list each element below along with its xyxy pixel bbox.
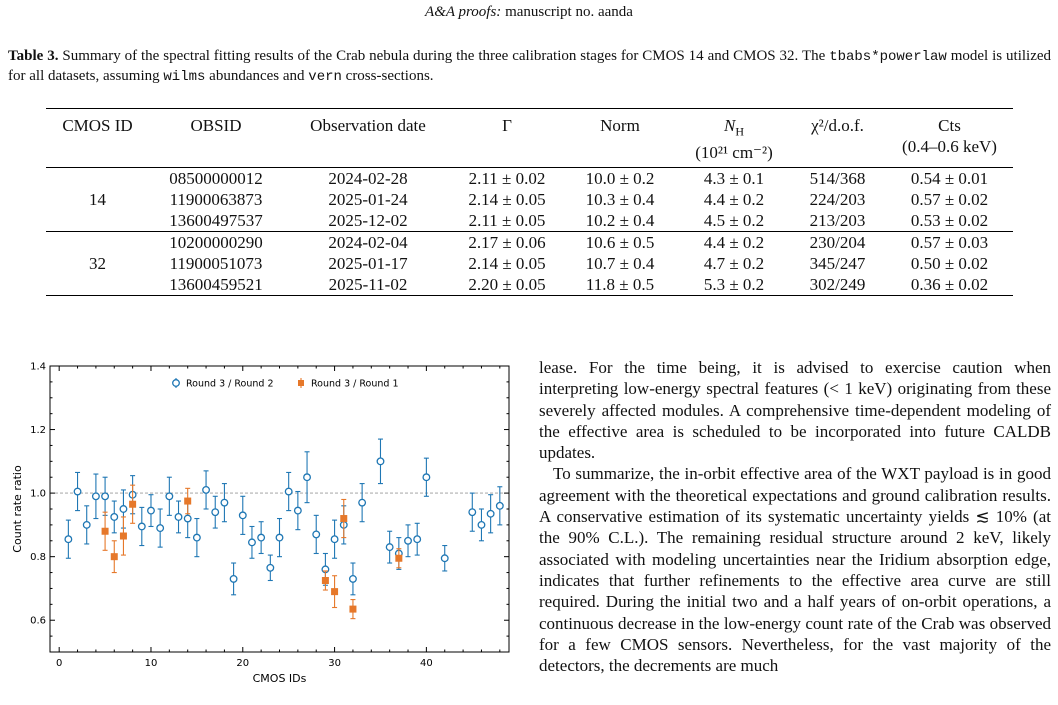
norm-value: 10.0 ± 0.2 — [585, 169, 655, 189]
count-rate-ratio-chart — [6, 356, 518, 705]
data-point-square — [350, 606, 356, 612]
data-point-circle — [83, 522, 90, 529]
data-point-square — [322, 578, 328, 584]
results-table — [46, 108, 1013, 296]
gamma-value: 2.17 ± 0.06 — [468, 233, 546, 253]
data-point-circle — [203, 487, 210, 494]
manuscript-id: manuscript no. aanda — [501, 4, 633, 20]
col-header-gamma: Γ — [502, 116, 512, 135]
gamma-cell — [453, 168, 561, 232]
data-point-circle — [157, 525, 164, 532]
cts-label: Cts — [938, 116, 961, 135]
col-header-obsid: OBSID — [190, 116, 242, 135]
date-cell — [283, 168, 453, 232]
col-header-nh — [679, 109, 789, 168]
chi-value: 345/247 — [809, 254, 866, 274]
abundance-name: wilms — [163, 69, 206, 85]
date-value: 2024-02-28 — [328, 169, 408, 189]
cts-value: 0.57 ± 0.02 — [910, 190, 989, 210]
x-tick-label: 40 — [420, 658, 433, 669]
nh-value: 4.4 ± 0.2 — [703, 233, 765, 253]
obsid-cell — [149, 232, 283, 296]
data-point-circle — [139, 523, 146, 530]
col-header-cts — [886, 109, 1013, 168]
norm-value: 10.3 ± 0.4 — [585, 190, 655, 210]
cts-cell — [886, 232, 1013, 296]
caption-label: Table 3. — [8, 48, 59, 64]
gamma-value: 2.11 ± 0.05 — [468, 211, 546, 231]
y-tick-label: 1.4 — [30, 361, 46, 373]
data-point-square — [332, 589, 338, 595]
norm-cell — [561, 232, 679, 296]
date-value: 2025-11-02 — [328, 275, 408, 295]
cts-value: 0.53 ± 0.02 — [910, 211, 989, 231]
norm-value: 11.8 ± 0.5 — [585, 275, 655, 295]
y-tick-label: 1.2 — [30, 425, 46, 437]
body-text-column — [539, 357, 1051, 676]
data-point-circle — [331, 536, 338, 543]
table-row-group — [46, 232, 1013, 296]
y-tick-label: 0.6 — [30, 615, 46, 627]
col-header-chi: χ²/d.o.f. — [811, 116, 864, 135]
cts-cell — [886, 168, 1013, 232]
obsid-value: 11900051073 — [169, 254, 263, 274]
table-row-group — [46, 168, 1013, 232]
x-tick-label: 30 — [328, 658, 341, 669]
data-point-circle — [497, 503, 504, 510]
data-point-circle — [258, 534, 265, 541]
nh-value: 4.7 ± 0.2 — [703, 254, 765, 274]
gamma-value: 2.20 ± 0.05 — [468, 275, 546, 295]
y-axis-label: Count rate ratio — [11, 465, 24, 553]
y-tick-label: 0.8 — [30, 552, 46, 564]
legend-marker-square — [298, 380, 304, 386]
data-point-circle — [405, 537, 412, 544]
col-header-date: Observation date — [310, 116, 426, 135]
nh-subscript: H — [735, 124, 744, 139]
norm-value: 10.2 ± 0.4 — [585, 211, 655, 231]
nh-unit: (10²¹ cm⁻²) — [695, 143, 773, 163]
cts-value: 0.54 ± 0.01 — [910, 169, 989, 189]
obsid-value: 13600459521 — [169, 275, 263, 295]
data-point-circle — [249, 539, 256, 546]
plot-frame — [50, 366, 509, 652]
cross-section-name: vern — [308, 69, 342, 85]
cmos-id-cell: 32 — [89, 254, 106, 274]
obsid-value: 08500000012 — [169, 169, 263, 189]
data-point-circle — [111, 514, 118, 521]
data-point-square — [111, 554, 117, 560]
data-point-circle — [350, 576, 357, 583]
data-point-circle — [184, 515, 191, 522]
obsid-value: 10200000290 — [169, 233, 263, 253]
data-point-circle — [267, 564, 274, 571]
date-value: 2025-01-17 — [328, 254, 408, 274]
data-point-circle — [469, 509, 476, 516]
data-point-circle — [487, 510, 494, 517]
data-point-square — [102, 528, 108, 534]
data-point-circle — [386, 544, 393, 551]
data-point-circle — [120, 506, 127, 513]
caption-text-4: cross-sections. — [341, 68, 434, 84]
cmos-id-cell: 14 — [89, 190, 106, 210]
data-point-circle — [313, 531, 320, 538]
cts-unit: (0.4–0.6 keV) — [902, 137, 997, 156]
data-point-circle — [212, 509, 219, 516]
table-caption — [8, 47, 1051, 87]
nh-value: 4.5 ± 0.2 — [703, 211, 765, 231]
data-point-circle — [295, 507, 302, 514]
chi-value: 302/249 — [809, 275, 866, 295]
data-point-circle — [304, 474, 311, 481]
data-point-circle — [423, 474, 430, 481]
obsid-value: 13600497537 — [169, 211, 263, 231]
caption-text-3: abundances and — [205, 68, 309, 84]
data-point-circle — [74, 488, 81, 495]
gamma-value: 2.14 ± 0.05 — [468, 190, 546, 210]
x-tick-label: 20 — [236, 658, 250, 669]
data-point-circle — [285, 488, 292, 495]
journal-name: A&A proofs: — [425, 4, 502, 20]
data-point-circle — [441, 555, 448, 562]
chi-value: 224/203 — [809, 190, 866, 210]
chi-cell — [789, 232, 886, 296]
data-point-square — [130, 501, 136, 507]
data-point-circle — [102, 493, 109, 500]
legend-label: Round 3 / Round 1 — [311, 378, 399, 390]
cts-value: 0.57 ± 0.03 — [910, 233, 989, 253]
col-header-norm: Norm — [600, 116, 640, 135]
date-value: 2025-12-02 — [328, 211, 408, 231]
cts-value: 0.36 ± 0.02 — [910, 275, 989, 295]
chi-cell — [789, 168, 886, 232]
running-header — [0, 4, 1058, 21]
data-point-circle — [93, 493, 100, 500]
data-point-circle — [65, 536, 72, 543]
body-paragraph-2: To summarize, the in-orbit effective area of the WXT payload is in good agreement with the theoretical expectations and ground calibration results. A conservative estimation of its systematic uncertainty yields ≲ 10% (at the 90% C.L.). The remaining residual structure around 2 keV, likely associated with modeling uncertainties near the Iridium absorption edge, indicates that further refinements to the effective area curve are still required. During the initial two and a half years of on-orbit operations, a continuous decrease in the low-energy count rate of the Crab was observed for a few CMOS sensors. Nevertheless, for the vast majority of the detectors, the decrements are much — [539, 464, 1051, 676]
data-point-circle — [478, 522, 485, 529]
data-point-square — [396, 555, 402, 561]
data-point-square — [185, 498, 191, 504]
obsid-cell — [149, 168, 283, 232]
data-point-circle — [230, 576, 237, 583]
norm-value: 10.6 ± 0.5 — [585, 233, 655, 253]
nh-value: 4.4 ± 0.2 — [703, 190, 765, 210]
nh-value: 5.3 ± 0.2 — [703, 275, 765, 295]
data-point-circle — [194, 534, 201, 541]
caption-text-2: model is utilized for all datasets, assuming — [8, 48, 1052, 84]
body-paragraph-1: lease. For the time being, it is advised to exercise caution when interpreting low-energy spectral features (< 1 keV) originating from these severely affected modules. A comprehensive time-dependent modeling of the effective area is scheduled to be incorporated into future CALDB updates. — [539, 358, 1051, 463]
data-point-circle — [377, 458, 384, 465]
date-cell — [283, 232, 453, 296]
col-header-cmos: CMOS ID — [62, 116, 133, 135]
gamma-cell — [453, 232, 561, 296]
norm-value: 10.7 ± 0.4 — [585, 254, 655, 274]
data-point-circle — [175, 514, 182, 521]
data-point-square — [120, 533, 126, 539]
norm-cell — [561, 168, 679, 232]
nh-symbol: N — [723, 116, 736, 135]
cts-value: 0.50 ± 0.02 — [910, 254, 989, 274]
nh-value: 4.3 ± 0.1 — [703, 169, 765, 189]
gamma-value: 2.14 ± 0.05 — [468, 254, 546, 274]
data-point-square — [341, 516, 347, 522]
gamma-value: 2.11 ± 0.02 — [468, 169, 546, 189]
chi-value: 230/204 — [809, 233, 866, 253]
data-point-circle — [276, 534, 283, 541]
nh-cell — [679, 232, 789, 296]
caption-text-1: Summary of the spectral fitting results of the Crab nebula during the three calibration stages for CMOS 14 and CMOS 32. The — [58, 48, 830, 64]
y-tick-label: 1.0 — [30, 488, 46, 500]
x-tick-label: 10 — [144, 658, 158, 669]
data-point-circle — [221, 499, 228, 506]
data-point-circle — [414, 536, 421, 543]
legend-marker-circle — [173, 380, 180, 387]
obsid-value: 11900063873 — [169, 190, 263, 210]
data-point-circle — [148, 507, 155, 514]
x-axis-label: CMOS IDs — [252, 672, 307, 685]
data-point-circle — [359, 499, 366, 506]
chi-value: 514/368 — [809, 169, 866, 189]
chi-value: 213/203 — [809, 211, 866, 231]
legend-label: Round 3 / Round 2 — [186, 378, 274, 390]
nh-cell — [679, 168, 789, 232]
data-point-circle — [239, 512, 246, 519]
data-point-circle — [166, 493, 173, 500]
x-tick-label: 0 — [55, 658, 63, 669]
date-value: 2024-02-04 — [328, 233, 408, 253]
model-name: tbabs*powerlaw — [829, 49, 947, 65]
date-value: 2025-01-24 — [328, 190, 408, 210]
